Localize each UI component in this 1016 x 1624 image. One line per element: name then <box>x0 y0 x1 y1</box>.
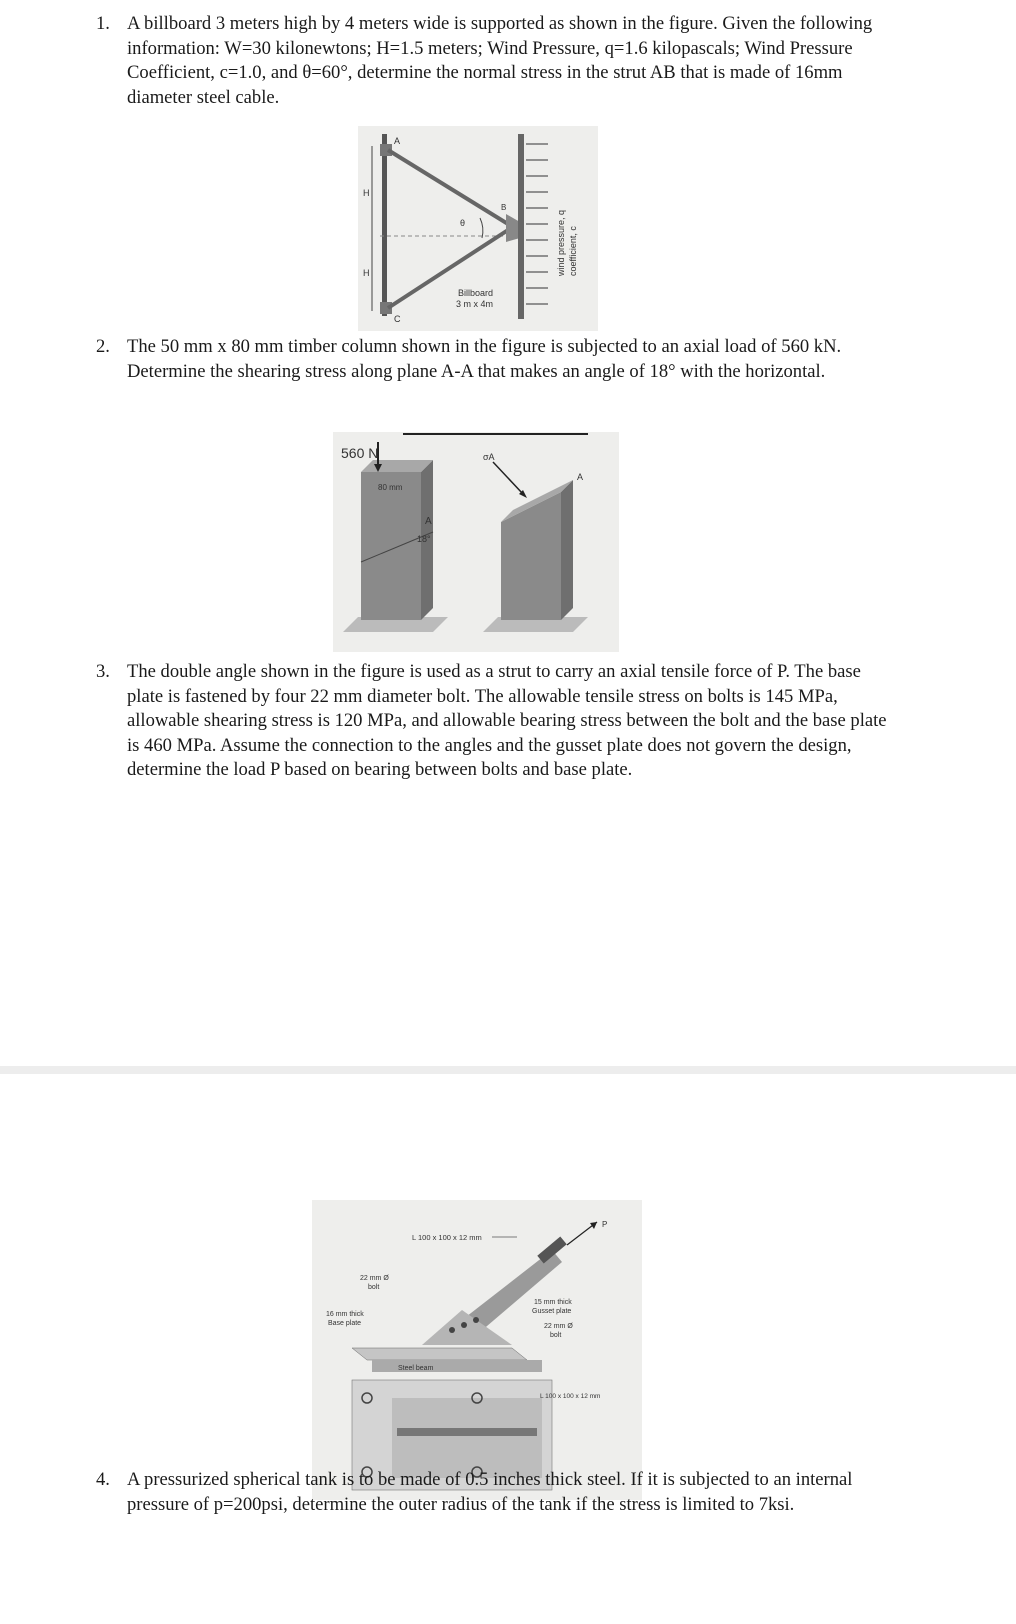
timber-column-figure <box>333 432 619 652</box>
bolt-right-label-2: bolt <box>550 1332 562 1339</box>
h-top-label: H <box>363 188 370 198</box>
h-bottom-label: H <box>363 268 370 278</box>
problem-3 <box>96 660 896 783</box>
steel-beam-label: Steel beam <box>398 1365 434 1372</box>
problem-text: A billboard 3 meters high by 4 meters wide is supported as shown in the figure. Given the following information: W=30 kilonewtons; H=1.5 meters; Wind Pressure, q=1.6 kilopascals; Wind Pressure Coefficient, c=1.0, and θ=60°, determine the normal stress in the strut AB that is made of 16mm diameter steel cable. <box>127 13 873 108</box>
problem-number: 1. <box>96 13 110 34</box>
gusset-label-2: Gusset plate <box>532 1308 572 1315</box>
gusset-bolt <box>473 1317 479 1323</box>
gusset-bolt <box>449 1327 455 1333</box>
problem-text: A pressurized spherical tank is to be made of 0.5 inches thick steel. If it is subjected to an internal pressure of p=200psi, determine the outer radius of the tank if the stress is limited to 7ksi. <box>127 1469 853 1515</box>
plane-label: A <box>425 516 432 527</box>
gusset-label-1: 15 mm thick <box>534 1299 572 1306</box>
wind-label-1: wind pressure, q <box>556 209 566 276</box>
double-angle-figure <box>312 1200 642 1500</box>
billboard-figure <box>358 126 598 331</box>
wind-label-2: coefficient, c <box>568 226 578 276</box>
stress-arrow <box>493 462 523 494</box>
wall <box>382 134 387 316</box>
sigma-label: σA <box>483 452 495 462</box>
strut-ab <box>388 150 508 224</box>
problem-number: 4. <box>96 1469 110 1490</box>
problem-number: 3. <box>96 661 110 682</box>
joint-b <box>506 214 520 242</box>
page-separator <box>0 1066 1016 1074</box>
problem-2 <box>96 335 896 384</box>
problem-text: The double angle shown in the figure is used as a strut to carry an axial tensile force of P. The base plate is fastened by four 22 mm diameter bolt. The allowable tensile stress on bolts is 145 MPa, allowable shearing stress is 120 MPa, and allowable bearing stress between the bolt and the base plate is 460 MPa. Assume the connection to the angles and the gusset plate does not govern the design, determine the load P based on bearing between bolts and base plate. <box>127 661 887 781</box>
plan-angles <box>397 1428 537 1436</box>
left-column <box>361 472 421 620</box>
left-column-top <box>361 460 433 472</box>
p-arrowhead <box>590 1222 597 1229</box>
bolt-left-label-1: 22 mm Ø <box>360 1275 389 1282</box>
problem-4 <box>96 1468 896 1517</box>
gusset-bolt <box>461 1322 467 1328</box>
right-column <box>501 492 561 620</box>
label-a: A <box>394 136 401 146</box>
angle-top-label: L 100 x 100 x 12 mm <box>412 1233 482 1242</box>
wind-arrows <box>526 144 548 304</box>
plan-beam-flange <box>392 1398 542 1478</box>
right-column-side <box>561 480 573 620</box>
angle-label: 18° <box>417 534 431 544</box>
theta-arc <box>480 218 483 238</box>
p-label: P <box>602 1220 608 1229</box>
billboard-label-1: Billboard <box>458 288 494 298</box>
plane-label-right: A <box>577 472 584 482</box>
base-label-1: 16 mm thick <box>326 1311 364 1318</box>
theta-label: θ <box>460 218 466 228</box>
load-label: 560 N <box>341 445 379 461</box>
label-c: C <box>394 314 401 324</box>
base-label-2: Base plate <box>328 1320 362 1327</box>
billboard-label-2: 3 m x 4m <box>456 299 494 309</box>
page-2 <box>0 1074 1016 1624</box>
problem-text: The 50 mm x 80 mm timber column shown in the figure is subjected to an axial load of 560 kN. Determine the shearing stress along plane A-A that makes an angle of 18° with the horizontal. <box>127 336 842 382</box>
dim-label: 80 mm <box>378 483 403 492</box>
angle-bottom-label: L 100 x 100 x 12 mm <box>540 1393 601 1400</box>
bolt-right-label-1: 22 mm Ø <box>544 1323 573 1330</box>
problem-number: 2. <box>96 336 110 357</box>
problem-1 <box>96 12 896 110</box>
label-b: B <box>501 203 507 212</box>
base-plate <box>352 1348 527 1360</box>
bolt-left-label-2: bolt <box>368 1284 380 1291</box>
billboard <box>518 134 524 319</box>
